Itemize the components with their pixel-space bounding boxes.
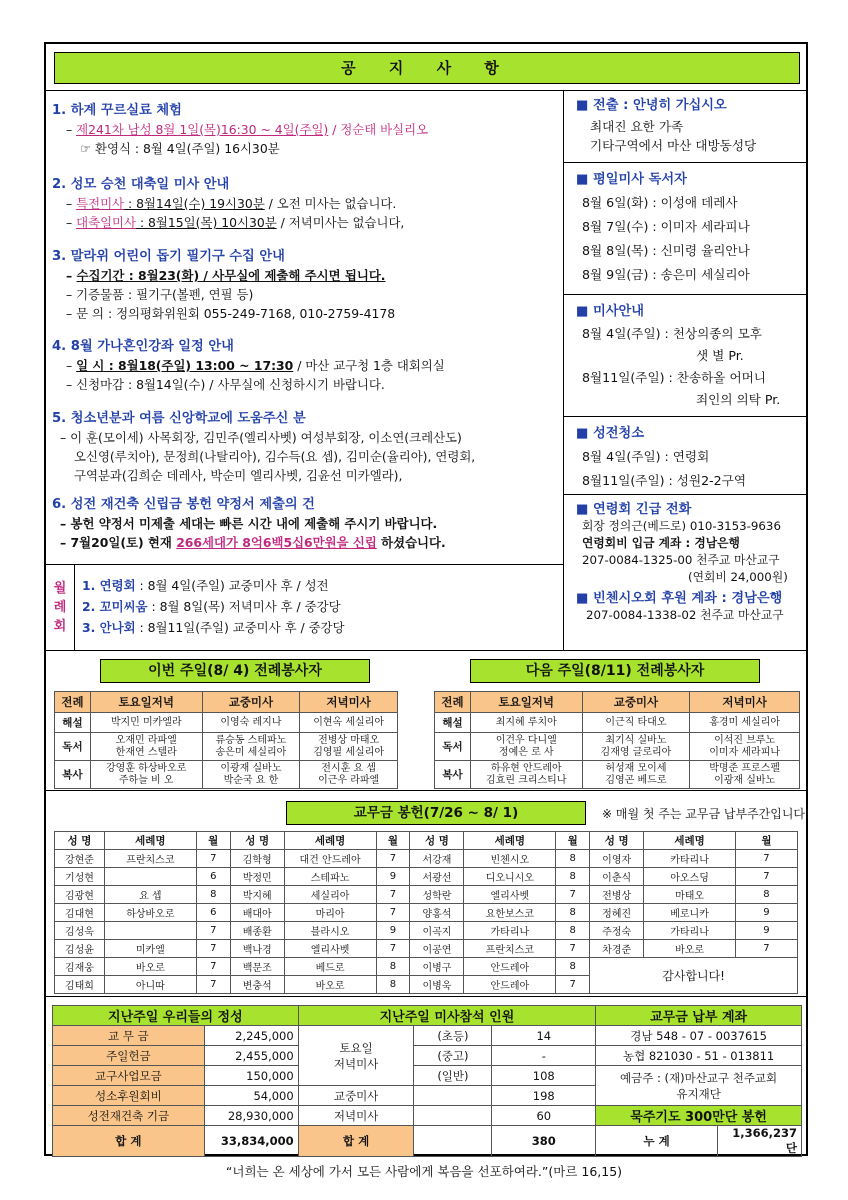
dues-cell: 8: [556, 904, 590, 922]
dues-cell: 서강재: [410, 850, 464, 868]
next-week-servers-title: 다음 주일(8/11) 전례봉사자: [470, 659, 760, 683]
dues-cell: 9: [376, 868, 410, 886]
rosary-title: 묵주기도 300만단 봉헌: [596, 1106, 802, 1126]
dues-cell: 프란치스코: [104, 850, 196, 868]
dues-cell: 김광현: [55, 886, 105, 904]
finance-table: 지난주일 우리들의 정성 지난주일 미사참석 인원 교무금 납부 계좌 교 무 금 2,245,000 토요일 저녁미사 (초등) 14 경남 548 - 07 - 0037615 주일헌금 2,455,000 (중고) - 농협 821030 - 51 - 013811 교구사업모금 150,000 (일반) 108 예금주 : (재)마산교구 천주교회 유지재단 성소후원회비 54,000 교중미사 198 성전재건축 기금 28,930,000 저녁미사 60 묵주기도 300만단 봉헌 합 계 33,834,000 합 계 380 누 계 1,366,237 단: [52, 1005, 802, 1157]
dues-cell: 김대현: [55, 904, 105, 922]
dues-cell: 9: [376, 922, 410, 940]
dues-cell: 8: [556, 958, 590, 976]
dues-cell: 7: [196, 922, 230, 940]
server-cell: 이현옥 세실리아: [300, 713, 398, 733]
dues-cell: 베로니카: [644, 904, 736, 922]
server-cell: 류승동 스테파노 송은미 세실리아: [202, 733, 300, 761]
server-cell: 허성재 모이세 김영곤 베드로: [582, 761, 690, 789]
dues-cell: 디오니시오: [464, 868, 556, 886]
server-cell: 이석진 브루노 이미자 세라피나: [690, 733, 800, 761]
dues-cell: 박정민: [230, 868, 284, 886]
dues-cell: 변충석: [230, 976, 284, 994]
dues-cell: 배종환: [230, 922, 284, 940]
dues-cell: 백문조: [230, 958, 284, 976]
dues-cell: 아니따: [104, 976, 196, 994]
bulletin-frame: [44, 42, 808, 1156]
dues-cell: 7: [556, 940, 590, 958]
dues-cell: 7: [376, 904, 410, 922]
sat-mass-label: 토요일 저녁미사: [298, 1026, 414, 1086]
server-cell: 이건우 다니엘 정예은 로 사: [470, 733, 582, 761]
notices-panel: [46, 90, 564, 564]
dues-cell: 7: [376, 940, 410, 958]
notice-5-heading: 5. 청소년분과 여름 신앙학교에 도움주신 분: [52, 411, 306, 426]
dues-cell: 안드레아: [464, 958, 556, 976]
dues-cell: 김학형: [230, 850, 284, 868]
server-header: 전례: [55, 692, 91, 713]
scripture-footer: “너희는 온 세상에 가서 모든 사람에게 복음을 선포하여라.”(마르 16,15): [225, 1164, 623, 1179]
dues-cell: 엘리사벳: [464, 886, 556, 904]
dues-cell: 서광선: [410, 868, 464, 886]
next-week-servers-table: [434, 691, 800, 789]
monthly-meetings: [46, 564, 564, 650]
dues-cell: 세실리아: [284, 886, 376, 904]
dues-cell: 김성윤: [55, 940, 105, 958]
server-header: 토요일저녁: [90, 692, 202, 713]
dues-cell: 기성현: [55, 868, 105, 886]
dues-cell: 이곡지: [410, 922, 464, 940]
dues-header: 성 명: [410, 832, 464, 850]
dues-cell: 8: [376, 976, 410, 994]
dues-cell: 8: [376, 958, 410, 976]
notice-3: 3. 말라위 어린이 돕기 필기구 수집 안내 – 수집기간 : 8월23(화) / 사무실에 제출해 주시면 됩니다. – 기증물품 : 필기구(볼펜, 연필 등) – 문 의 : 정의평화위원회 055-249-7168, 010-2759-4178: [52, 249, 396, 321]
dues-cell: 이병구: [410, 958, 464, 976]
dues-cell: 바오로: [284, 976, 376, 994]
dues-cell: 하상바오로: [104, 904, 196, 922]
dues-cell: 김재웅: [55, 958, 105, 976]
dues-cell: 8: [196, 886, 230, 904]
server-role: 해설: [435, 713, 471, 733]
notice-3-heading: 3. 말라위 어린이 돕기 필기구 수집 안내: [52, 249, 285, 264]
dues-cell: 미카엘: [104, 940, 196, 958]
dues-table: [54, 831, 798, 994]
page-title: 공 지 사 항: [54, 52, 800, 84]
readers-section: ■ 평일미사 독서자 8월 6일(화) : 이성애 데레사 8월 7일(수) : 이미자 세라피나 8월 8일(목) : 신미령 율리안나 8월 9일(금) : 송은미 세실리아: [564, 163, 808, 295]
dues-cell: 주정숙: [590, 922, 644, 940]
dues-cell: 이영자: [590, 850, 644, 868]
offering-title: 지난주일 우리들의 정성: [53, 1006, 299, 1026]
dues-section: [46, 790, 810, 996]
dues-cell: 빈첸시오: [464, 850, 556, 868]
thanks-note: 감사합니다!: [590, 958, 798, 994]
dues-cell: 이춘식: [590, 868, 644, 886]
dues-header: 성 명: [590, 832, 644, 850]
dues-cell: 스테파노: [284, 868, 376, 886]
server-role: 독서: [435, 733, 471, 761]
monthly-label: 월 례 회: [46, 565, 75, 650]
dues-cell: 8: [556, 850, 590, 868]
dues-cell: 7: [376, 886, 410, 904]
notice-1: 1. 하계 꾸르실료 체험 – 제241차 남성 8월 1일(목)16:30 ~ 4일(주일) / 정순태 바실리오 ☞ 환영식 : 8월 4일(주일) 16시30분: [52, 103, 429, 156]
server-header: 교중미사: [202, 692, 300, 713]
finance-section: [46, 996, 806, 1156]
dues-title: 교무금 봉헌(7/26 ~ 8/ 1): [286, 801, 586, 825]
dues-cell: 8: [735, 886, 797, 904]
dues-cell: 엘리사벳: [284, 940, 376, 958]
server-cell: 최기식 실바노 김재영 글로리아: [582, 733, 690, 761]
server-cell: 홍경미 세실리아: [690, 713, 800, 733]
account-title: 교무금 납부 계좌: [596, 1006, 802, 1026]
dues-cell: 강현준: [55, 850, 105, 868]
server-role: 복사: [55, 761, 91, 789]
dues-cell: 9: [735, 922, 797, 940]
dues-cell: 블라시오: [284, 922, 376, 940]
dues-cell: [104, 868, 196, 886]
server-role: 독서: [55, 733, 91, 761]
dues-cell: 7: [196, 958, 230, 976]
dues-cell: 성학란: [410, 886, 464, 904]
dues-header: 월: [556, 832, 590, 850]
notice-1-heading: 1. 하계 꾸르실료 체험: [52, 103, 182, 118]
this-week-servers-table: [54, 691, 398, 789]
server-header: 전례: [435, 692, 471, 713]
dues-cell: 6: [196, 868, 230, 886]
dues-cell: 배대아: [230, 904, 284, 922]
server-role: 복사: [435, 761, 471, 789]
server-cell: 강영훈 하상바오로 주하늘 비 오: [90, 761, 202, 789]
monthly-item: 1. 연령회 : 8월 4일(주일) 교중미사 후 / 성전: [82, 578, 329, 593]
dues-cell: 대건 안드레아: [284, 850, 376, 868]
dues-cell: 전병상: [590, 886, 644, 904]
server-cell: 박지민 미카엘라: [90, 713, 202, 733]
dues-header: 월: [196, 832, 230, 850]
server-cell: 전병상 마태오 김영필 세실리아: [300, 733, 398, 761]
dues-cell: 안드레아: [464, 976, 556, 994]
mass-info-section: ■ 미사안내 8월 4일(주일) : 천상의종의 모후 샛 별 Pr. 8월11일(주일) : 찬송하올 어머니 죄인의 의탁 Pr.: [564, 295, 808, 417]
dues-cell: 7: [196, 976, 230, 994]
server-cell: 이영숙 레지나: [202, 713, 300, 733]
dues-cell: 마리아: [284, 904, 376, 922]
server-role: 해설: [55, 713, 91, 733]
dues-cell: 백나경: [230, 940, 284, 958]
dues-cell: 김성욱: [55, 922, 105, 940]
dues-cell: 7: [556, 886, 590, 904]
dues-cell: 정혜진: [590, 904, 644, 922]
dues-cell: 8: [556, 868, 590, 886]
server-cell: 이광재 실바노 박순국 요 한: [202, 761, 300, 789]
dues-cell: 7: [735, 850, 797, 868]
notice-6: 6. 성전 재건축 신립금 봉헌 약정서 제출의 건 – 봉헌 약정서 미제출 세대는 빠른 시간 내에 제출해 주시기 바랍니다. – 7월20일(토) 현재 266세대가 8억6백5십6만원을 신립 하셨습니다.: [52, 497, 446, 550]
side-panel: [564, 90, 808, 650]
dues-cell: 카타리나: [644, 850, 736, 868]
server-cell: 최지혜 루치아: [470, 713, 582, 733]
this-week-servers-title: 이번 주일(8/ 4) 전례봉사자: [100, 659, 370, 683]
dues-header: 월: [735, 832, 797, 850]
server-cell: 이근직 타대오: [582, 713, 690, 733]
monthly-item: 2. 꼬미씨움 : 8월 8일(목) 저녁미사 후 / 중강당: [82, 599, 341, 614]
dues-cell: 차경준: [590, 940, 644, 958]
dues-cell: 9: [735, 904, 797, 922]
dues-cell: 이공연: [410, 940, 464, 958]
monthly-item: 3. 안나회 : 8월11일(주일) 교중미사 후 / 중강당: [82, 620, 345, 635]
liturgy-servers: [46, 650, 806, 790]
dues-cell: 7: [556, 976, 590, 994]
dues-cell: 베드로: [284, 958, 376, 976]
dues-cell: 마태오: [644, 886, 736, 904]
dues-cell: 가타리나: [464, 922, 556, 940]
dues-cell: 요 셉: [104, 886, 196, 904]
dues-cell: 가타리나: [644, 922, 736, 940]
dues-cell: 이병욱: [410, 976, 464, 994]
account-holder: 예금주 : (재)마산교구 천주교회 유지재단: [596, 1066, 802, 1106]
notice-4-heading: 4. 8월 가나혼인강좌 일정 안내: [52, 339, 234, 354]
cleaning-section: ■ 성전청소 8월 4일(주일) : 연령회 8월11일(주일) : 성원2-2구역: [564, 417, 808, 495]
dues-cell: 요한보스코: [464, 904, 556, 922]
notice-6-heading: 6. 성전 재건축 신립금 봉헌 약정서 제출의 건: [52, 497, 315, 512]
dues-cell: 김태희: [55, 976, 105, 994]
dues-cell: 프란치스코: [464, 940, 556, 958]
dues-cell: [104, 922, 196, 940]
dues-cell: 7: [196, 940, 230, 958]
dues-cell: 박지혜: [230, 886, 284, 904]
attendance-title: 지난주일 미사참석 인원: [298, 1006, 596, 1026]
server-header: 저녁미사: [690, 692, 800, 713]
dues-cell: 7: [196, 850, 230, 868]
dues-note: ※ 매월 첫 주는 교무금 납부주간입니다!: [602, 807, 810, 821]
dues-header: 세례명: [104, 832, 196, 850]
transfer-section: ■ 전출 : 안녕히 가십시오 최대진 요한 가족 기타구역에서 마산 대방동성당: [564, 91, 808, 163]
dues-header: 성 명: [55, 832, 105, 850]
server-cell: 오재민 라파엘 한재연 스텔라: [90, 733, 202, 761]
notice-2-heading: 2. 성모 승천 대축일 미사 안내: [52, 177, 230, 192]
server-cell: 전시훈 요 셉 이근우 라파엘: [300, 761, 398, 789]
dues-header: 성 명: [230, 832, 284, 850]
dues-cell: 6: [196, 904, 230, 922]
server-header: 교중미사: [582, 692, 690, 713]
dues-cell: 8: [556, 922, 590, 940]
monthly-list: [82, 575, 345, 638]
dues-header: 세례명: [464, 832, 556, 850]
dues-cell: 바오로: [104, 958, 196, 976]
contact-section: ■ 연령회 긴급 전화 회장 정의근(베드로) 010-3153-9636 연령회비 입금 계좌 : 경남은행 207-0084-1325-00 천주교 마산교구 (연회비 24,000원) ■ 빈첸시오회 후원 계좌 : 경남은행 207-0084-1338-02 천주교 마산교구: [576, 502, 788, 622]
dues-cell: 7: [735, 940, 797, 958]
notice-4: 4. 8월 가나혼인강좌 일정 안내 – 일 시 : 8월18(주일) 13:00 ~ 17:30 / 마산 교구청 1층 대회의실 – 신청마감 : 8월14일(수) / 사무실에 신청하시기 바랍니다.: [52, 339, 445, 392]
dues-cell: 양홍석: [410, 904, 464, 922]
dues-cell: 아오스딩: [644, 868, 736, 886]
server-header: 토요일저녁: [470, 692, 582, 713]
dues-header: 월: [376, 832, 410, 850]
dues-cell: 7: [376, 850, 410, 868]
dues-cell: 바오로: [644, 940, 736, 958]
server-cell: 박명준 프로스펠 이광재 실바노: [690, 761, 800, 789]
server-cell: 하유현 안드레아 김효린 크리스티나: [470, 761, 582, 789]
notice-2: 2. 성모 승천 대축일 미사 안내 – 특전미사 : 8월14일(수) 19시30분 / 오전 미사는 없습니다. – 대축일미사 : 8월15일(목) 10시30분 / 저녁미사는 없습니다,: [52, 177, 405, 230]
notice-5: 5. 청소년분과 여름 신앙학교에 도움주신 분 – 이 훈(모이세) 사목회장, 김민주(엘리사벳) 여성부회장, 이소연(크레산도) 오신영(루치아), 문정희(나탈리아), 김수득(요 셉), 김미순(율리아), 연령회, 구역분과(김희순 데레사, 박순미 엘리사벳, 김윤선 미카엘라),: [52, 411, 476, 483]
dues-header: 세례명: [284, 832, 376, 850]
dues-cell: 7: [735, 868, 797, 886]
server-header: 저녁미사: [300, 692, 398, 713]
dues-header: 세례명: [644, 832, 736, 850]
